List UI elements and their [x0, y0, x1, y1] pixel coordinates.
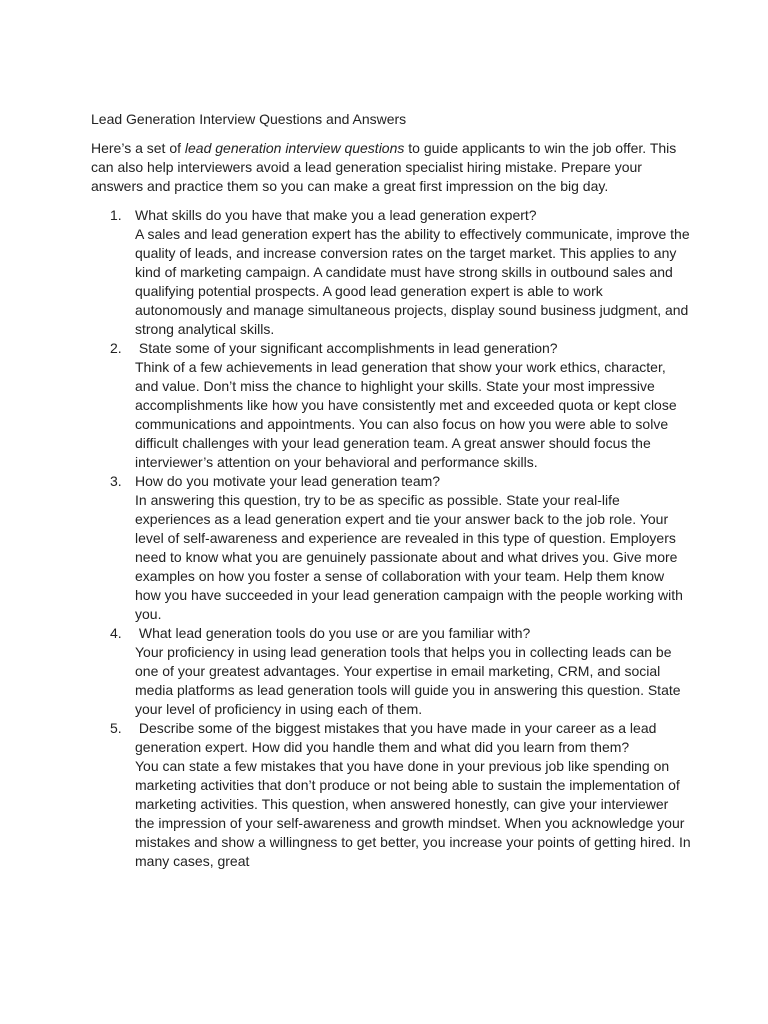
answer-text: Think of a few achievements in lead generation that show your work ethics, character, and value. Don’t miss the chance to highlight your skills. State your most impressive accomplishments like how you have consistently met and exceeded quota or kept close communications and appointments. You can also focus on how you were able to solve difficult challenges with your lead generation team. A great answer should focus the interviewer’s attention on your behavioral and performance skills.	[135, 359, 681, 470]
questions-list	[91, 206, 695, 871]
intro-text-end: to guide applicants to win the job offer. This can also help interviewers avoid a lead generation specialist hiring mistake. Prepare your answers and practice them so you can make a great first impression on the big day.	[91, 140, 677, 194]
question-text: How do you motivate your lead generation team?	[135, 473, 441, 489]
answer-text: In answering this question, try to be as specific as possible. State your real-life experiences as a lead generation expert and tie your answer back to the job role. Your level of self-awareness and experience are revealed in this type of question. Employers need to know what you are genuinely passionate about and what drives you. Give more examples on how you foster a sense of collaboration with your team. Help them know how you have succeeded in your lead generation campaign with the people working with you.	[135, 492, 687, 622]
question-text: State some of your significant accomplishments in lead generation?	[135, 340, 558, 356]
answer-text: A sales and lead generation expert has the ability to effectively communicate, improve the quality of leads, and increase conversion rates on the target market. This applies to any kind of marketing campaign. A candidate must have strong skills in outbound sales and qualifying potential prospects. A good lead generation expert is able to work autonomously and manage simultaneous projects, display sound business judgment, and strong analytical skills.	[135, 226, 694, 337]
question-number: 4.	[110, 625, 122, 641]
question-item	[91, 472, 691, 624]
question-text: What skills do you have that make you a lead generation expert?	[135, 207, 537, 223]
question-item	[91, 206, 694, 339]
question-number: 1.	[110, 207, 122, 223]
answer-text: Your proficiency in using lead generation tools that helps you in collecting leads can be one of your greatest advantages. Your expertise in email marketing, CRM, and social media platforms as lead generation tools will guide you in answering this question. State your level of proficiency in using each of them.	[135, 644, 685, 717]
question-item	[91, 624, 691, 719]
question-item	[91, 339, 691, 472]
intro-emphasis: lead generation interview questions	[184, 140, 405, 156]
question-number: 5.	[110, 720, 122, 736]
answer-text: You can state a few mistakes that you have done in your previous job like spending on marketing activities that don’t produce or not being able to sustain the implementation of marketing activities. This question, when answered honestly, can give your interviewer the impression of your self-awareness and growth mindset. When you acknowledge your mistakes and show a willingness to get better, you increase your points of getting hired. In many cases, great	[135, 758, 695, 869]
question-number: 3.	[110, 473, 122, 489]
question-number: 2.	[110, 340, 122, 356]
intro-text-start: Here’s a set of	[91, 140, 185, 156]
question-text: Describe some of the biggest mistakes that you have made in your career as a lead generation expert. How did you handle them and what did you learn from them?	[135, 720, 661, 755]
question-text: What lead generation tools do you use or are you familiar with?	[135, 625, 531, 641]
question-item	[91, 719, 695, 871]
intro-paragraph	[91, 139, 691, 196]
document-title: Lead Generation Interview Questions and Answers	[91, 111, 407, 127]
document-page	[91, 110, 695, 871]
